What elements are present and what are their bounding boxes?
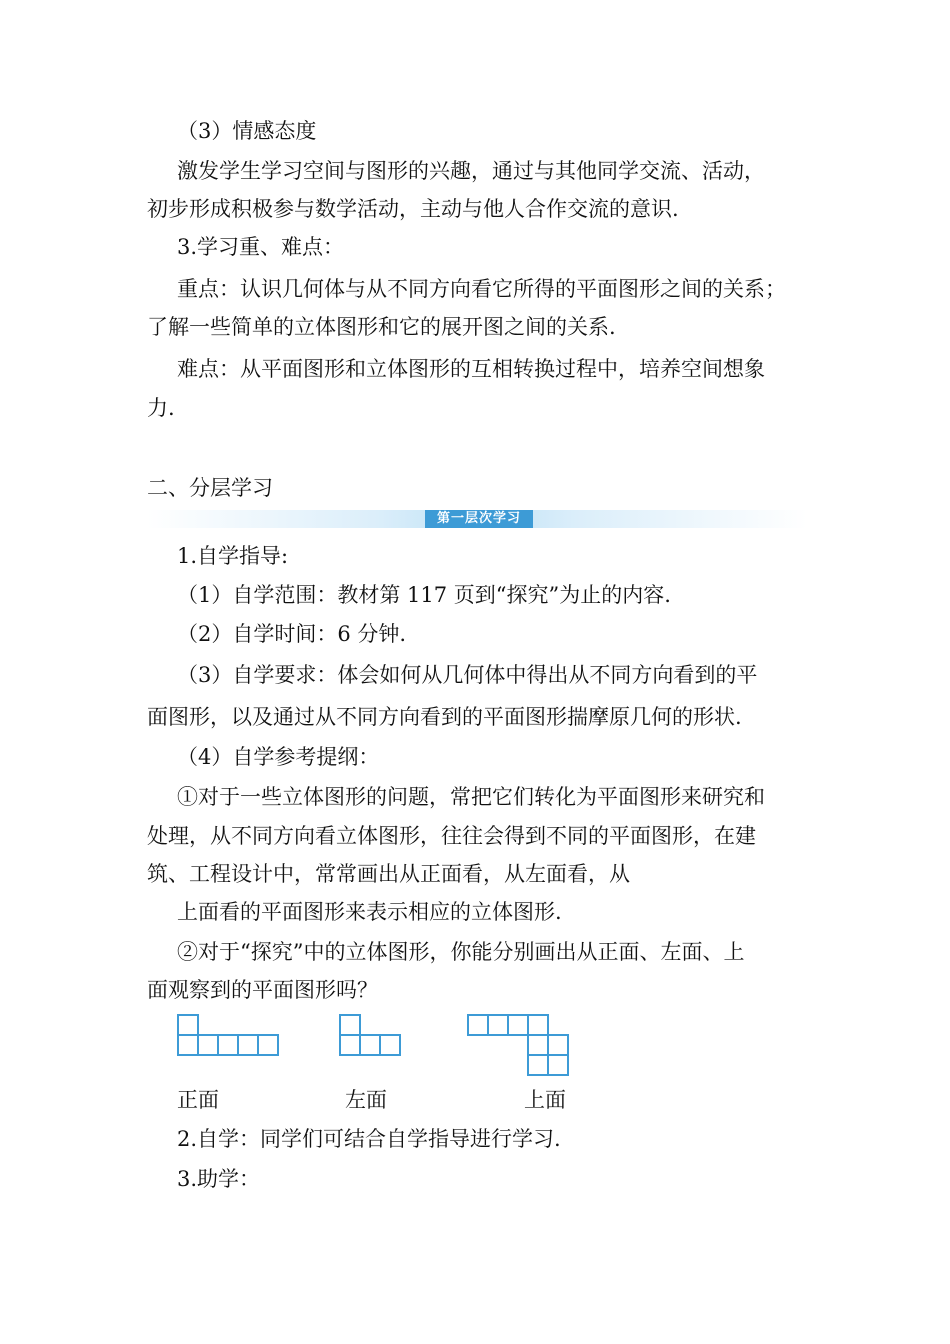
self-study-requirement-line2: 面图形，以及通过从不同方向看到的平面图形揣摩原几何的形状.	[147, 705, 742, 729]
front-view-grid	[178, 1015, 278, 1055]
section-heading-layered-learning: 二、分层学习	[147, 476, 273, 500]
key-point-line1: 重点：认识几何体与从不同方向看它所得的平面图形之间的关系；	[177, 277, 786, 301]
key-point-line2: 了解一些简单的立体图形和它的展开图之间的关系.	[147, 315, 616, 339]
three-views-figure	[170, 1008, 580, 1078]
outline-item1-line4: 上面看的平面图形来表示相应的立体图形.	[177, 900, 562, 924]
self-study-requirement-line1: （3）自学要求：体会如何从几何体中得出从不同方向看到的平	[177, 663, 758, 687]
assisted-study-step: 3.助学：	[177, 1167, 261, 1191]
self-study-time: （2）自学时间：6 分钟.	[177, 622, 407, 646]
difficult-point-line1: 难点：从平面图形和立体图形的互相转换过程中，培养空间想象	[177, 357, 765, 381]
left-view-caption: 左面	[345, 1088, 387, 1112]
front-view-caption: 正面	[177, 1088, 219, 1112]
left-view-grid	[340, 1015, 400, 1055]
self-study-guide-heading: 1.自学指导:	[177, 544, 289, 568]
outline-item2-line1: ②对于“探究”中的立体图形，你能分别画出从正面、左面、上	[177, 940, 745, 964]
outline-item2-line2: 面观察到的平面图形吗？	[147, 978, 378, 1002]
paragraph-affective-goal-line1: 激发学生学习空间与图形的兴趣，通过与其他同学交流、活动，	[177, 159, 765, 183]
self-study-outline-heading: （4）自学参考提纲：	[177, 745, 380, 769]
outline-item1-line1: ①对于一些立体图形的问题，常把它们转化为平面图形来研究和	[177, 785, 765, 809]
paragraph-affective-goal-line2: 初步形成积极参与数学活动，主动与他人合作交流的意识.	[147, 197, 679, 221]
self-study-scope: （1）自学范围：教材第 117 页到“探究”为止的内容.	[177, 583, 671, 607]
paragraph-affective-goal-heading: （3）情感态度	[177, 119, 317, 143]
difficult-point-line2: 力.	[147, 396, 175, 420]
self-study-step: 2.自学：同学们可结合自学指导进行学习.	[177, 1127, 561, 1151]
banner-label: 第一层次学习	[425, 510, 533, 528]
outline-item1-line3: 筑、工程设计中，常常画出从正面看，从左面看，从	[147, 862, 630, 886]
top-view-grid	[468, 1015, 568, 1075]
top-view-caption: 上面	[524, 1088, 566, 1112]
outline-item1-line2: 处理，从不同方向看立体图形，往往会得到不同的平面图形，在建	[147, 824, 756, 848]
key-difficult-points-heading: 3.学习重、难点：	[177, 235, 345, 259]
